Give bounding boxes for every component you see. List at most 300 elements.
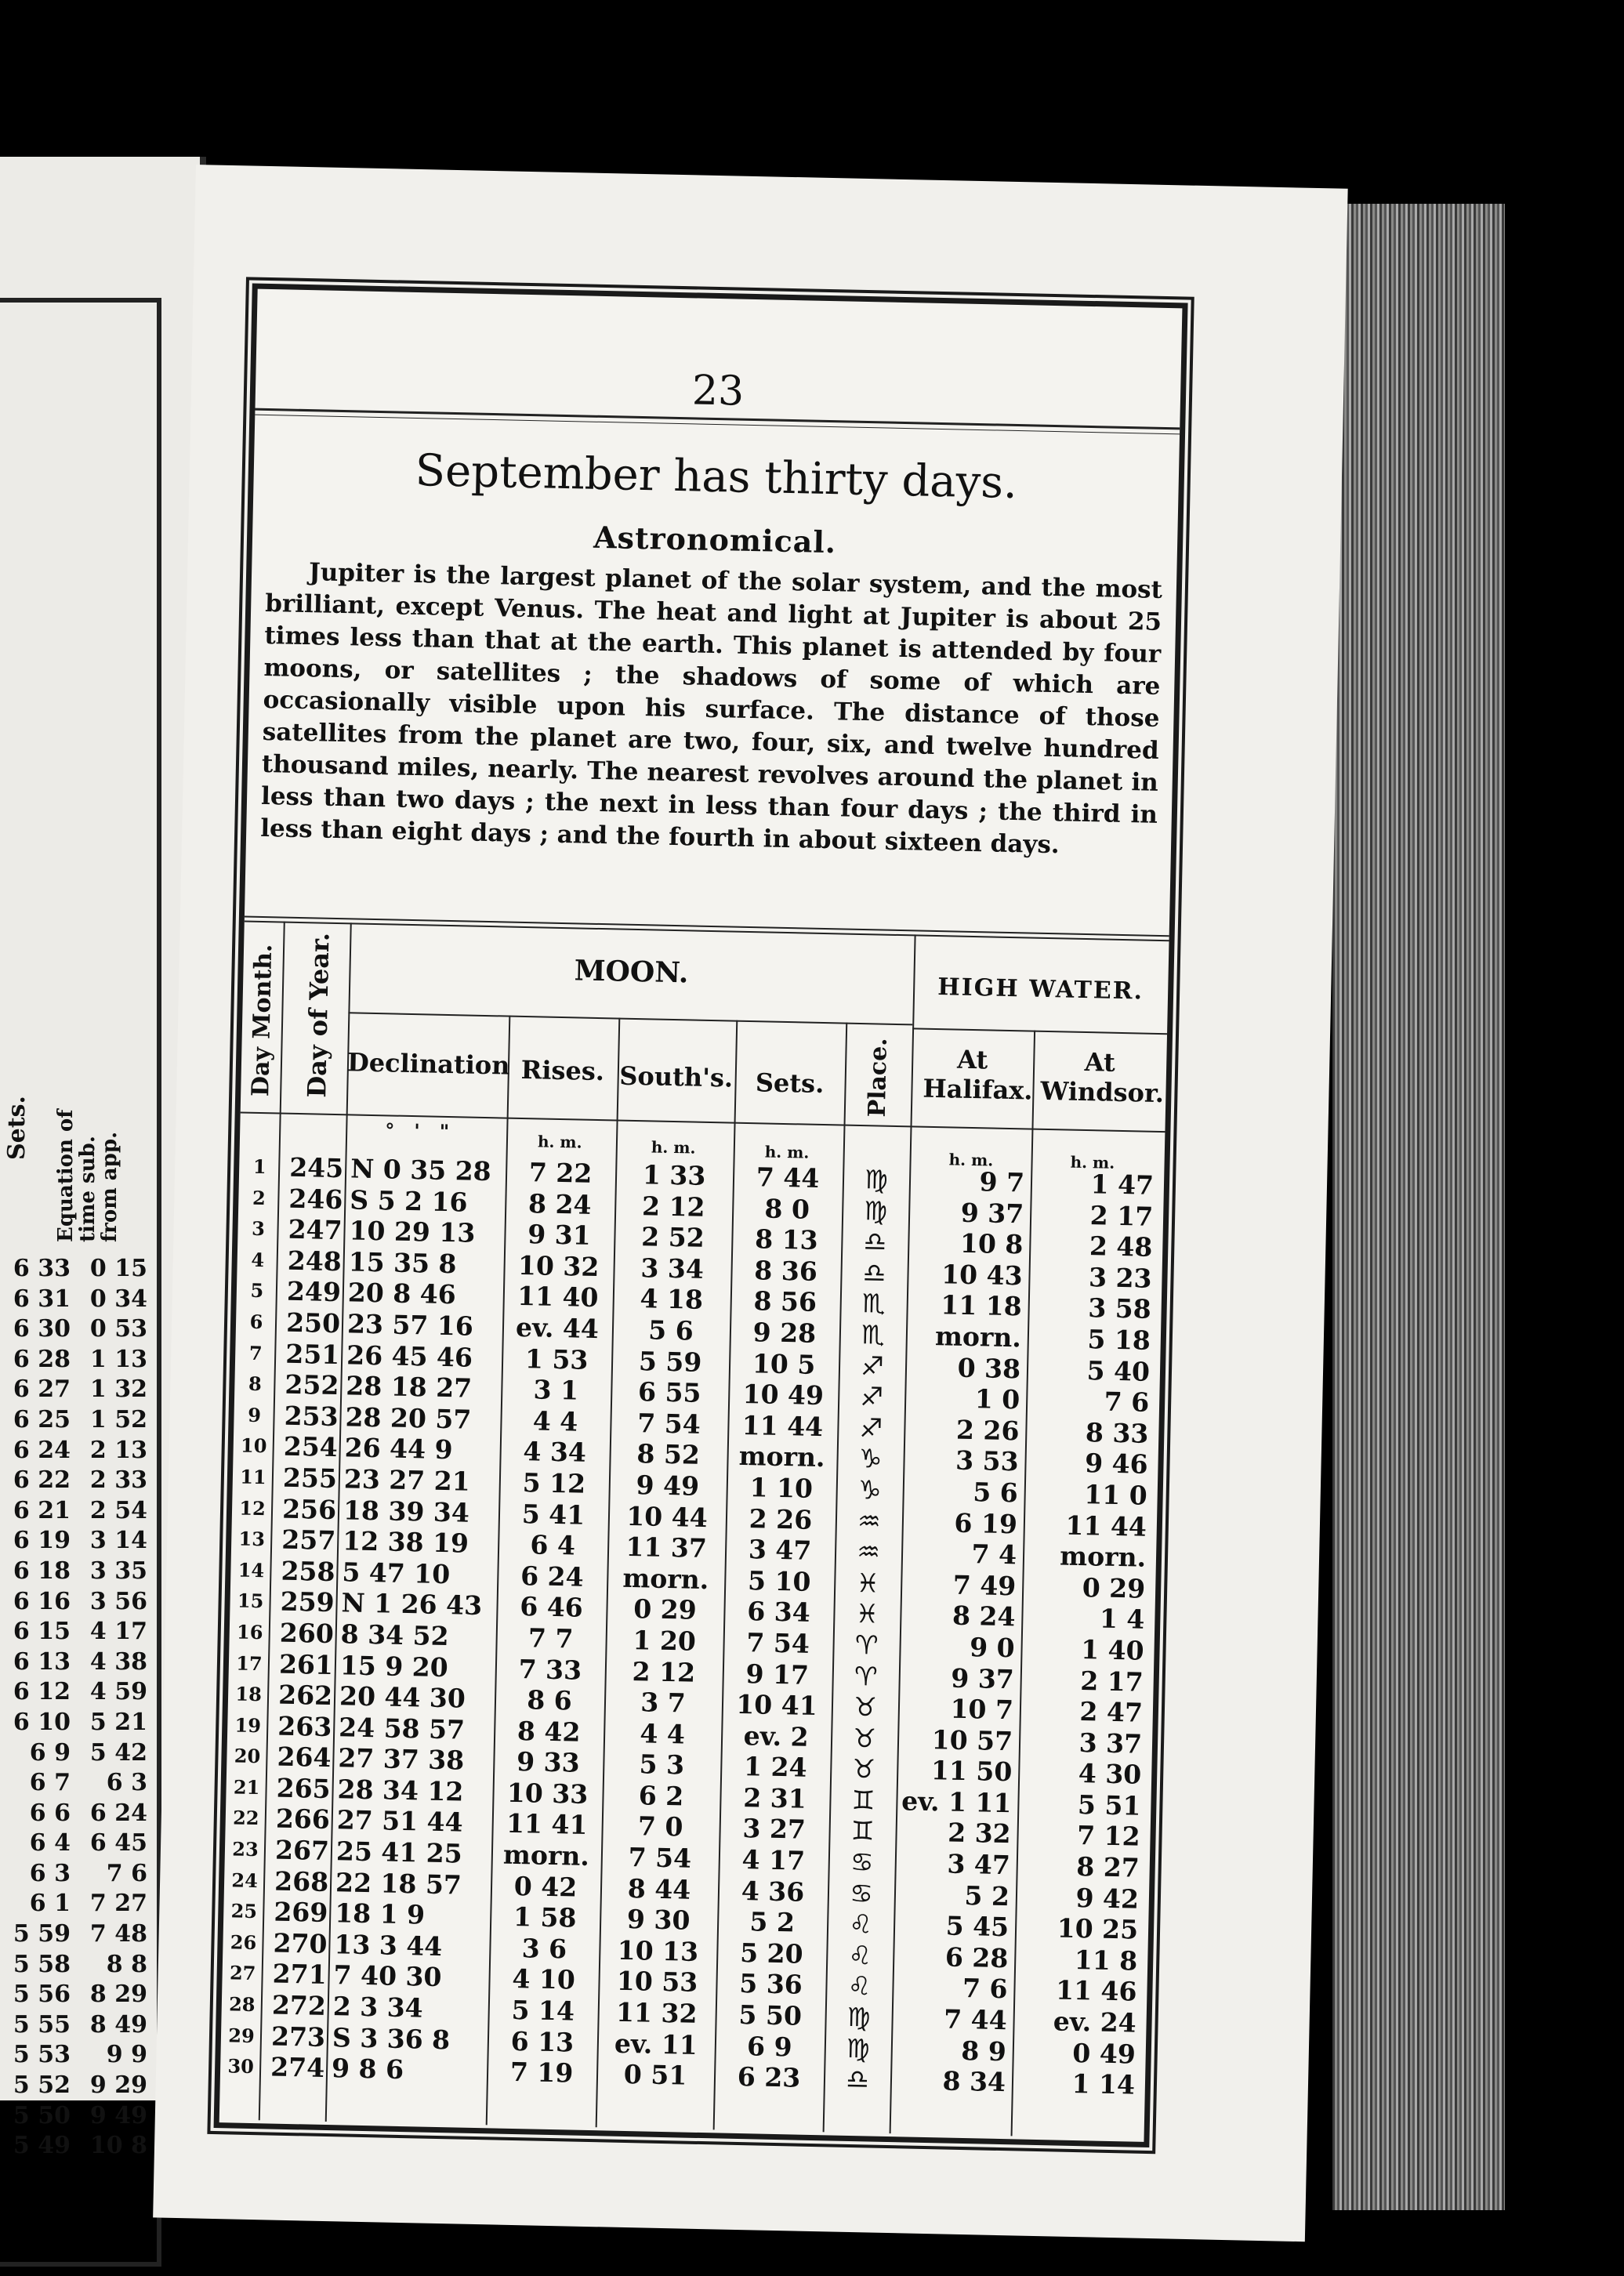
windsor-cell: 7 6	[1104, 1386, 1150, 1418]
day-year-cell: 245	[288, 1151, 344, 1184]
declination-cell: 22 18 57	[335, 1866, 462, 1901]
windsor-cell: 9 46	[1084, 1448, 1148, 1480]
day-month-cell: 27	[229, 1961, 256, 1985]
left-equation-cell: 1 52	[89, 1405, 147, 1433]
windsor-cell: 5 18	[1087, 1324, 1151, 1356]
windsor-cell: 2 47	[1079, 1696, 1144, 1728]
left-sets-header: Sets.	[3, 1096, 31, 1160]
zodiac-place-cell: ♐	[860, 1381, 884, 1412]
left-sets-cell: 6 9	[29, 1738, 71, 1767]
declination-units: ° ' "	[384, 1118, 450, 1143]
day-month-cell: 6	[249, 1310, 263, 1334]
rises-units: h. m.	[537, 1132, 582, 1152]
sets-cell: 8 56	[753, 1285, 817, 1318]
day-year-cell: 253	[284, 1400, 339, 1432]
day-year-cell: 266	[275, 1803, 331, 1836]
left-page-row	[0, 1466, 149, 1496]
left-page-row	[0, 1980, 149, 2010]
left-equation-cell: 4 38	[89, 1647, 147, 1676]
declination-cell: 15 35 8	[348, 1246, 457, 1280]
sets-column	[717, 1162, 840, 2094]
windsor-cell: 0 49	[1072, 2037, 1136, 2070]
halifax-cell: 5 45	[945, 1910, 1010, 1943]
left-equation-cell: 0 34	[89, 1285, 147, 1313]
day-month-cell: 8	[248, 1372, 263, 1396]
declination-cell: 20 44 30	[339, 1680, 466, 1714]
sets-cell: 10 41	[735, 1688, 818, 1722]
day-year-cell: 260	[279, 1617, 335, 1649]
declination-cell: 7 40 30	[333, 1959, 442, 1993]
day-year-cell: 251	[285, 1338, 340, 1370]
left-page-row	[0, 1375, 149, 1405]
left-sets-cell: 6 10	[13, 1708, 71, 1736]
day-year-cell: 273	[270, 2020, 326, 2053]
day-month-cell: 4	[251, 1248, 265, 1271]
zodiac-place-cell: ♊	[850, 1815, 875, 1847]
souths-cell: 8 44	[627, 1872, 691, 1905]
left-page-row	[0, 1254, 149, 1285]
left-page-row	[0, 1828, 149, 1859]
souths-cell: 6 55	[637, 1376, 701, 1408]
left-equation-cell: 3 35	[89, 1557, 147, 1585]
souths-cell: 9 49	[636, 1470, 700, 1502]
souths-cell: 10 13	[617, 1934, 699, 1967]
halifax-cell: 6 28	[944, 1941, 1009, 1974]
halifax-cell: 10 8	[959, 1227, 1024, 1260]
sets-cell: 5 2	[749, 1906, 796, 1938]
day-year-cell: 261	[278, 1648, 334, 1680]
halifax-cell: 11 18	[940, 1289, 1023, 1322]
halifax-cell: 10 43	[941, 1259, 1023, 1292]
left-page-row	[0, 1314, 149, 1345]
halifax-cell: 9 0	[969, 1631, 1015, 1664]
left-sets-cell: 6 27	[13, 1375, 71, 1404]
sets-cell: 10 5	[752, 1347, 816, 1380]
day-year-cell: 271	[272, 1958, 328, 1991]
left-page-row	[0, 1436, 149, 1466]
day-year-cell: 269	[274, 1896, 328, 1929]
astronomical-text	[260, 556, 1162, 864]
windsor-cell: 8 33	[1085, 1416, 1149, 1449]
left-equation-cell: 2 13	[89, 1436, 147, 1464]
rises-cell: 7 19	[509, 2057, 574, 2089]
left-equation-cell: 9 49	[89, 2101, 147, 2129]
souths-cell: 6 2	[638, 1780, 684, 1812]
rises-column	[490, 1157, 613, 2089]
moon-header: MOON.	[574, 954, 689, 990]
day-year-cell: 270	[273, 1927, 328, 1959]
left-page-rows	[0, 1254, 149, 2162]
day-month-cell: 15	[237, 1589, 264, 1613]
declination-cell: 15 9 20	[339, 1649, 449, 1683]
sets-cell: 6 34	[746, 1596, 811, 1629]
windsor-cell: 8 27	[1075, 1851, 1140, 1883]
day-month-cell: 17	[235, 1651, 263, 1675]
halifax-cell: 3 47	[947, 1848, 1011, 1881]
almanac-page	[153, 165, 1348, 2242]
souths-cell: 0 29	[633, 1593, 698, 1626]
left-equation-cell: 4 17	[89, 1618, 147, 1646]
day-month-cell: 16	[236, 1620, 263, 1644]
zodiac-place-cell: ♐	[860, 1350, 885, 1382]
left-sets-cell: 5 58	[13, 1950, 71, 1978]
sets-units: h. m.	[764, 1142, 810, 1162]
windsor-cell: 3 23	[1088, 1261, 1152, 1294]
halifax-cell: 2 26	[955, 1414, 1020, 1447]
header-bottom-rule	[241, 1111, 1165, 1133]
left-equation-cell: 7 27	[89, 1890, 147, 1918]
windsor-cell: 9 42	[1075, 1882, 1140, 1915]
declination-cell: 5 47 10	[342, 1557, 451, 1589]
declination-cell: 25 41 25	[335, 1836, 463, 1869]
halifax-cell: 7 4	[971, 1538, 1017, 1571]
left-sets-cell: 5 55	[13, 2010, 71, 2039]
high-water-header: HIGH WATER.	[937, 973, 1144, 1006]
moon-table	[219, 916, 1169, 2142]
day-year-cell: 250	[285, 1307, 341, 1339]
rises-cell: 5 14	[511, 1994, 575, 2027]
left-equation-cell: 8 29	[89, 1981, 147, 2009]
day-month-cell: 20	[234, 1744, 261, 1768]
declination-cell: 13 3 44	[334, 1929, 443, 1962]
page-border	[214, 284, 1188, 2147]
halifax-cell: 10 57	[931, 1723, 1013, 1756]
souths-cell: 2 52	[640, 1221, 705, 1254]
zodiac-place-cell: ♈	[854, 1660, 879, 1692]
halifax-cell: 9 37	[960, 1197, 1024, 1230]
left-equation-cell: 4 59	[89, 1678, 147, 1706]
sets-cell: 6 9	[746, 2030, 792, 2063]
day-month-cell: 29	[228, 2024, 256, 2047]
left-page-row	[0, 1405, 149, 1436]
day-month-cell: 22	[232, 1806, 259, 1830]
zodiac-place-cell: ♉	[852, 1722, 877, 1754]
sets-cell: 2 26	[749, 1502, 813, 1535]
left-sets-cell: 6 25	[13, 1405, 71, 1433]
sets-cell: 4 17	[741, 1844, 806, 1876]
left-page-row	[0, 2040, 149, 2071]
left-sets-cell: 6 3	[29, 1859, 71, 1887]
day-year-cell: 247	[288, 1213, 343, 1246]
halifax-cell: 11 50	[930, 1755, 1013, 1788]
day-year-cell: 259	[280, 1586, 335, 1618]
day-month-cell: 19	[234, 1713, 262, 1737]
souths-cell: 10 44	[625, 1500, 709, 1533]
left-sets-cell: 5 50	[13, 2101, 71, 2129]
zodiac-place-cell: ♏	[861, 1319, 886, 1350]
windsor-cell: 7 12	[1076, 1820, 1140, 1853]
left-page-row	[0, 1496, 149, 1527]
table-top-rule-2	[245, 921, 1169, 942]
sets-cell: 7 54	[746, 1627, 810, 1659]
rises-cell: 6 4	[530, 1529, 576, 1561]
left-sets-cell: 6 24	[13, 1436, 71, 1464]
halifax-header: At Halifax.	[923, 1044, 1033, 1106]
souths-cell: 11 37	[625, 1531, 708, 1564]
rises-cell: 8 24	[527, 1187, 592, 1220]
windsor-cell: 3 37	[1078, 1727, 1143, 1760]
left-equation-cell: 1 32	[89, 1375, 147, 1404]
souths-cell: 5 59	[638, 1345, 702, 1378]
day-year-cell: 246	[288, 1183, 343, 1215]
zodiac-place-cell: ♊	[851, 1784, 875, 1816]
sets-cell: 5 20	[739, 1937, 803, 1970]
windsor-cell: 2 17	[1089, 1199, 1154, 1232]
souths-column	[600, 1159, 730, 2093]
left-page-row	[0, 1768, 149, 1799]
water-subrule	[912, 1027, 1167, 1035]
windsor-cell: 4 30	[1078, 1758, 1142, 1790]
windsor-cell: 3 58	[1087, 1292, 1152, 1325]
rises-cell: 4 34	[523, 1436, 587, 1469]
declination-cell: 18 39 34	[343, 1494, 470, 1528]
souths-cell: 10 53	[616, 1966, 698, 1999]
left-page-row	[0, 1919, 149, 1950]
left-sets-cell: 6 4	[29, 1829, 71, 1857]
left-equation-cell: 2 54	[89, 1496, 147, 1524]
zodiac-place-cell: ♐	[859, 1412, 883, 1444]
sets-cell: 9 28	[752, 1317, 817, 1349]
left-sets-cell: 6 15	[13, 1618, 71, 1646]
table-top-rule	[245, 916, 1169, 937]
rises-cell: 1 53	[524, 1343, 589, 1375]
declination-cell: 23 27 21	[343, 1463, 471, 1497]
left-page-row	[0, 1285, 149, 1315]
left-page-row	[0, 1526, 149, 1557]
rises-cell: morn.	[502, 1839, 590, 1872]
souths-cell: morn.	[622, 1562, 709, 1595]
sets-cell: 9 17	[745, 1658, 810, 1691]
left-page-row	[0, 1799, 149, 1829]
souths-cell: 4 4	[640, 1717, 686, 1750]
rises-cell: 8 42	[517, 1715, 581, 1748]
left-sets-cell: 6 12	[13, 1678, 71, 1706]
day-year-cell: 258	[281, 1555, 335, 1587]
souths-cell: 5 3	[639, 1749, 685, 1781]
left-page-row	[0, 2010, 149, 2041]
left-page-row	[0, 1950, 149, 1981]
halifax-cell: 8 34	[942, 2065, 1006, 2098]
declination-cell: N 0 35 28	[350, 1153, 492, 1187]
day-month-cell: 24	[231, 1868, 259, 1892]
sets-cell: 5 50	[738, 1999, 803, 2031]
left-sets-cell: 6 31	[13, 1285, 71, 1313]
zodiac-place-cell: ♌	[847, 1970, 872, 2002]
day-month-cell: 7	[248, 1341, 263, 1365]
sets-header: Sets.	[755, 1067, 825, 1100]
souths-cell: 2 12	[641, 1190, 705, 1223]
declination-cell: 27 51 44	[336, 1804, 463, 1839]
souths-cell: 1 20	[633, 1624, 697, 1657]
windsor-cell: morn.	[1059, 1540, 1147, 1573]
day-month-cell: 21	[233, 1775, 260, 1799]
zodiac-place-cell: ♑	[858, 1443, 883, 1475]
day-month-cell: 14	[237, 1558, 265, 1582]
halifax-cell: 8 9	[960, 2035, 1007, 2067]
rises-cell: 6 13	[510, 2025, 575, 2058]
day-year-cell: 263	[277, 1710, 332, 1742]
souths-header: South's.	[619, 1060, 734, 1093]
day-year-cell: 255	[282, 1462, 338, 1495]
declination-cell: S 3 36 8	[332, 2021, 451, 2055]
sets-cell: 5 10	[747, 1564, 811, 1597]
moon-subrule	[348, 1012, 912, 1025]
place-header: Place.	[863, 1037, 893, 1118]
sets-cell: ev. 2	[743, 1720, 809, 1752]
declination-cell: 9 8 6	[331, 2053, 404, 2086]
souths-units: h. m.	[651, 1137, 696, 1158]
zodiac-place-cell: ♉	[853, 1691, 878, 1723]
day-month-header: Day Month.	[247, 944, 278, 1097]
left-page-row	[0, 1587, 149, 1618]
rises-cell: 5 12	[522, 1467, 586, 1499]
zodiac-place-cell: ♌	[848, 1939, 872, 1971]
windsor-cell: ev. 24	[1053, 2006, 1137, 2039]
left-equation-cell: 5 42	[89, 1738, 147, 1767]
zodiac-place-cell: ♎	[845, 2064, 870, 2095]
rises-cell: 11 40	[517, 1281, 599, 1314]
sets-cell: 8 36	[754, 1255, 818, 1287]
halifax-cell: 5 6	[972, 1477, 1019, 1509]
rises-cell: 6 46	[519, 1591, 584, 1624]
souths-cell: 4 18	[640, 1283, 704, 1316]
halifax-cell: 7 6	[962, 1973, 1008, 2005]
rises-cell: 3 6	[521, 1933, 567, 1965]
declination-cell: 28 20 57	[345, 1401, 472, 1435]
day-month-cell: 3	[251, 1216, 266, 1241]
day-month-cell: 28	[228, 1992, 256, 2017]
left-sets-cell: 6 28	[13, 1345, 71, 1373]
declination-cell: 24 58 57	[338, 1711, 466, 1745]
left-page-header	[0, 1042, 149, 1246]
left-equation-cell: 3 56	[89, 1587, 147, 1615]
rises-cell: 4 4	[532, 1405, 578, 1437]
left-equation-cell: 7 6	[106, 1859, 147, 1887]
halifax-cell: 3 53	[955, 1445, 1019, 1477]
windsor-cell: 2 48	[1089, 1230, 1153, 1263]
windsor-cell: 1 47	[1090, 1169, 1155, 1201]
declination-cell: 20 8 46	[347, 1277, 457, 1310]
left-page-row	[0, 1617, 149, 1647]
halifax-cell: 6 19	[954, 1507, 1018, 1539]
rises-cell: 3 1	[533, 1374, 579, 1406]
left-page-row	[0, 1557, 149, 1587]
day-year-cell: 262	[277, 1679, 333, 1712]
day-month-cell: 9	[247, 1403, 262, 1426]
souths-cell: 0 51	[623, 2059, 687, 2091]
sets-cell: 5 36	[738, 1968, 803, 2001]
declination-cell: 2 3 34	[332, 1991, 424, 2024]
left-page-row	[0, 1677, 149, 1708]
rises-cell: 4 10	[512, 1963, 576, 1996]
left-sets-cell: 6 22	[13, 1466, 71, 1495]
declination-header: Declination	[346, 1047, 510, 1081]
day-year-cell: 254	[283, 1431, 339, 1463]
left-sets-cell: 6 18	[13, 1557, 71, 1585]
rises-cell: 6 24	[520, 1560, 584, 1593]
left-page-row	[0, 1738, 149, 1769]
paragraph: Jupiter is the largest planet of the solar system, and the most brilliant, except Venus. The heat and light at Jupiter is about 25 times less than that at the earth. This planet is attended by four moons, or satellites ; the shadows of some of which are occasionally visible upon his surface. The distance of those satellites from the planet are two, four, six, and twelve hundred thousand miles, nearly. The nearest revolves around the planet in less than two days ; the next in less than four days ; the third in less than eight days ; and the fourth in about sixteen days.	[259, 558, 1163, 860]
windsor-cell: 1 14	[1071, 2068, 1136, 2100]
left-page-row	[0, 1345, 149, 1375]
sets-cell: 7 44	[756, 1162, 820, 1194]
day-year-cell: 252	[285, 1368, 339, 1401]
zodiac-place-cell: ♍	[846, 2001, 871, 2033]
windsor-header: At Windsor.	[1040, 1046, 1165, 1109]
left-equation-cell: 10 8	[89, 2132, 147, 2160]
day-month-cell: 26	[230, 1930, 257, 1954]
declination-cell: 18 1 9	[334, 1897, 426, 1930]
windsor-cell: 1 4	[1099, 1603, 1145, 1636]
left-page-row	[0, 2131, 149, 2162]
zodiac-place-cell: ♎	[863, 1226, 887, 1257]
left-sets-cell: 5 53	[13, 2041, 71, 2069]
left-sets-cell: 5 52	[13, 2071, 71, 2100]
day-year-cell: 248	[287, 1245, 343, 1277]
zodiac-place-cell: ♎	[862, 1256, 886, 1288]
declination-cell: 26 45 46	[346, 1339, 473, 1373]
sets-cell: 8 13	[754, 1223, 819, 1256]
zodiac-place-cell: ♓	[856, 1567, 880, 1599]
left-page-row	[0, 1889, 149, 1919]
left-page-row	[0, 2071, 149, 2101]
left-equation-cell: 0 15	[89, 1255, 147, 1282]
halifax-cell: 1 0	[974, 1383, 1020, 1415]
sets-cell: 11 44	[741, 1409, 824, 1442]
rises-cell: 1 58	[513, 1901, 577, 1934]
rises-cell: 10 33	[506, 1777, 589, 1810]
page-number: 23	[691, 367, 745, 415]
page-edge	[1332, 204, 1505, 2210]
left-sets-cell: 5 59	[13, 1920, 71, 1948]
day-month-cell: 12	[239, 1496, 266, 1520]
day-month-cell: 25	[230, 1899, 258, 1923]
left-equation-cell: 6 24	[89, 1799, 147, 1827]
rises-cell: 9 33	[516, 1746, 580, 1778]
windsor-cell: 5 51	[1077, 1789, 1141, 1821]
declination-cell: S 5 2 16	[349, 1184, 468, 1218]
rises-cell: 5 41	[521, 1498, 585, 1531]
windsor-cell: 0 29	[1082, 1571, 1146, 1604]
left-page-row	[0, 1708, 149, 1738]
halifax-cell: 5 2	[964, 1879, 1010, 1912]
left-equation-header: Equation of time sub. from app.	[54, 1109, 121, 1242]
day-month-cell: 5	[250, 1279, 264, 1303]
page-title: September has thirty days.	[415, 444, 1018, 509]
zodiac-place-cell: ♑	[857, 1474, 882, 1506]
halifax-cell: 7 49	[952, 1569, 1017, 1602]
left-sets-cell: 6 16	[13, 1587, 71, 1615]
day-month-cell: 11	[239, 1465, 266, 1489]
declination-cell: N 1 26 43	[341, 1587, 483, 1622]
left-sets-cell: 5 49	[13, 2132, 71, 2160]
windsor-cell: 10 25	[1057, 1912, 1139, 1945]
left-equation-cell: 1 13	[89, 1345, 147, 1373]
day-month-cell: 23	[231, 1837, 259, 1861]
windsor-cell: 11 46	[1055, 1974, 1137, 2008]
sets-cell: 6 23	[737, 2061, 801, 2093]
zodiac-place-cell: ♒	[856, 1536, 881, 1567]
rises-cell: 7 7	[527, 1622, 574, 1654]
windsor-cell: 11 0	[1083, 1479, 1148, 1511]
windsor-cell: 5 40	[1086, 1354, 1151, 1387]
sets-cell: 10 49	[742, 1379, 825, 1412]
left-sets-cell: 6 33	[13, 1255, 71, 1282]
zodiac-place-cell: ♋	[849, 1877, 874, 1909]
halifax-column	[893, 1165, 1030, 2098]
sets-cell: 1 24	[743, 1751, 807, 1784]
zodiac-place-cell: ♈	[854, 1629, 879, 1661]
